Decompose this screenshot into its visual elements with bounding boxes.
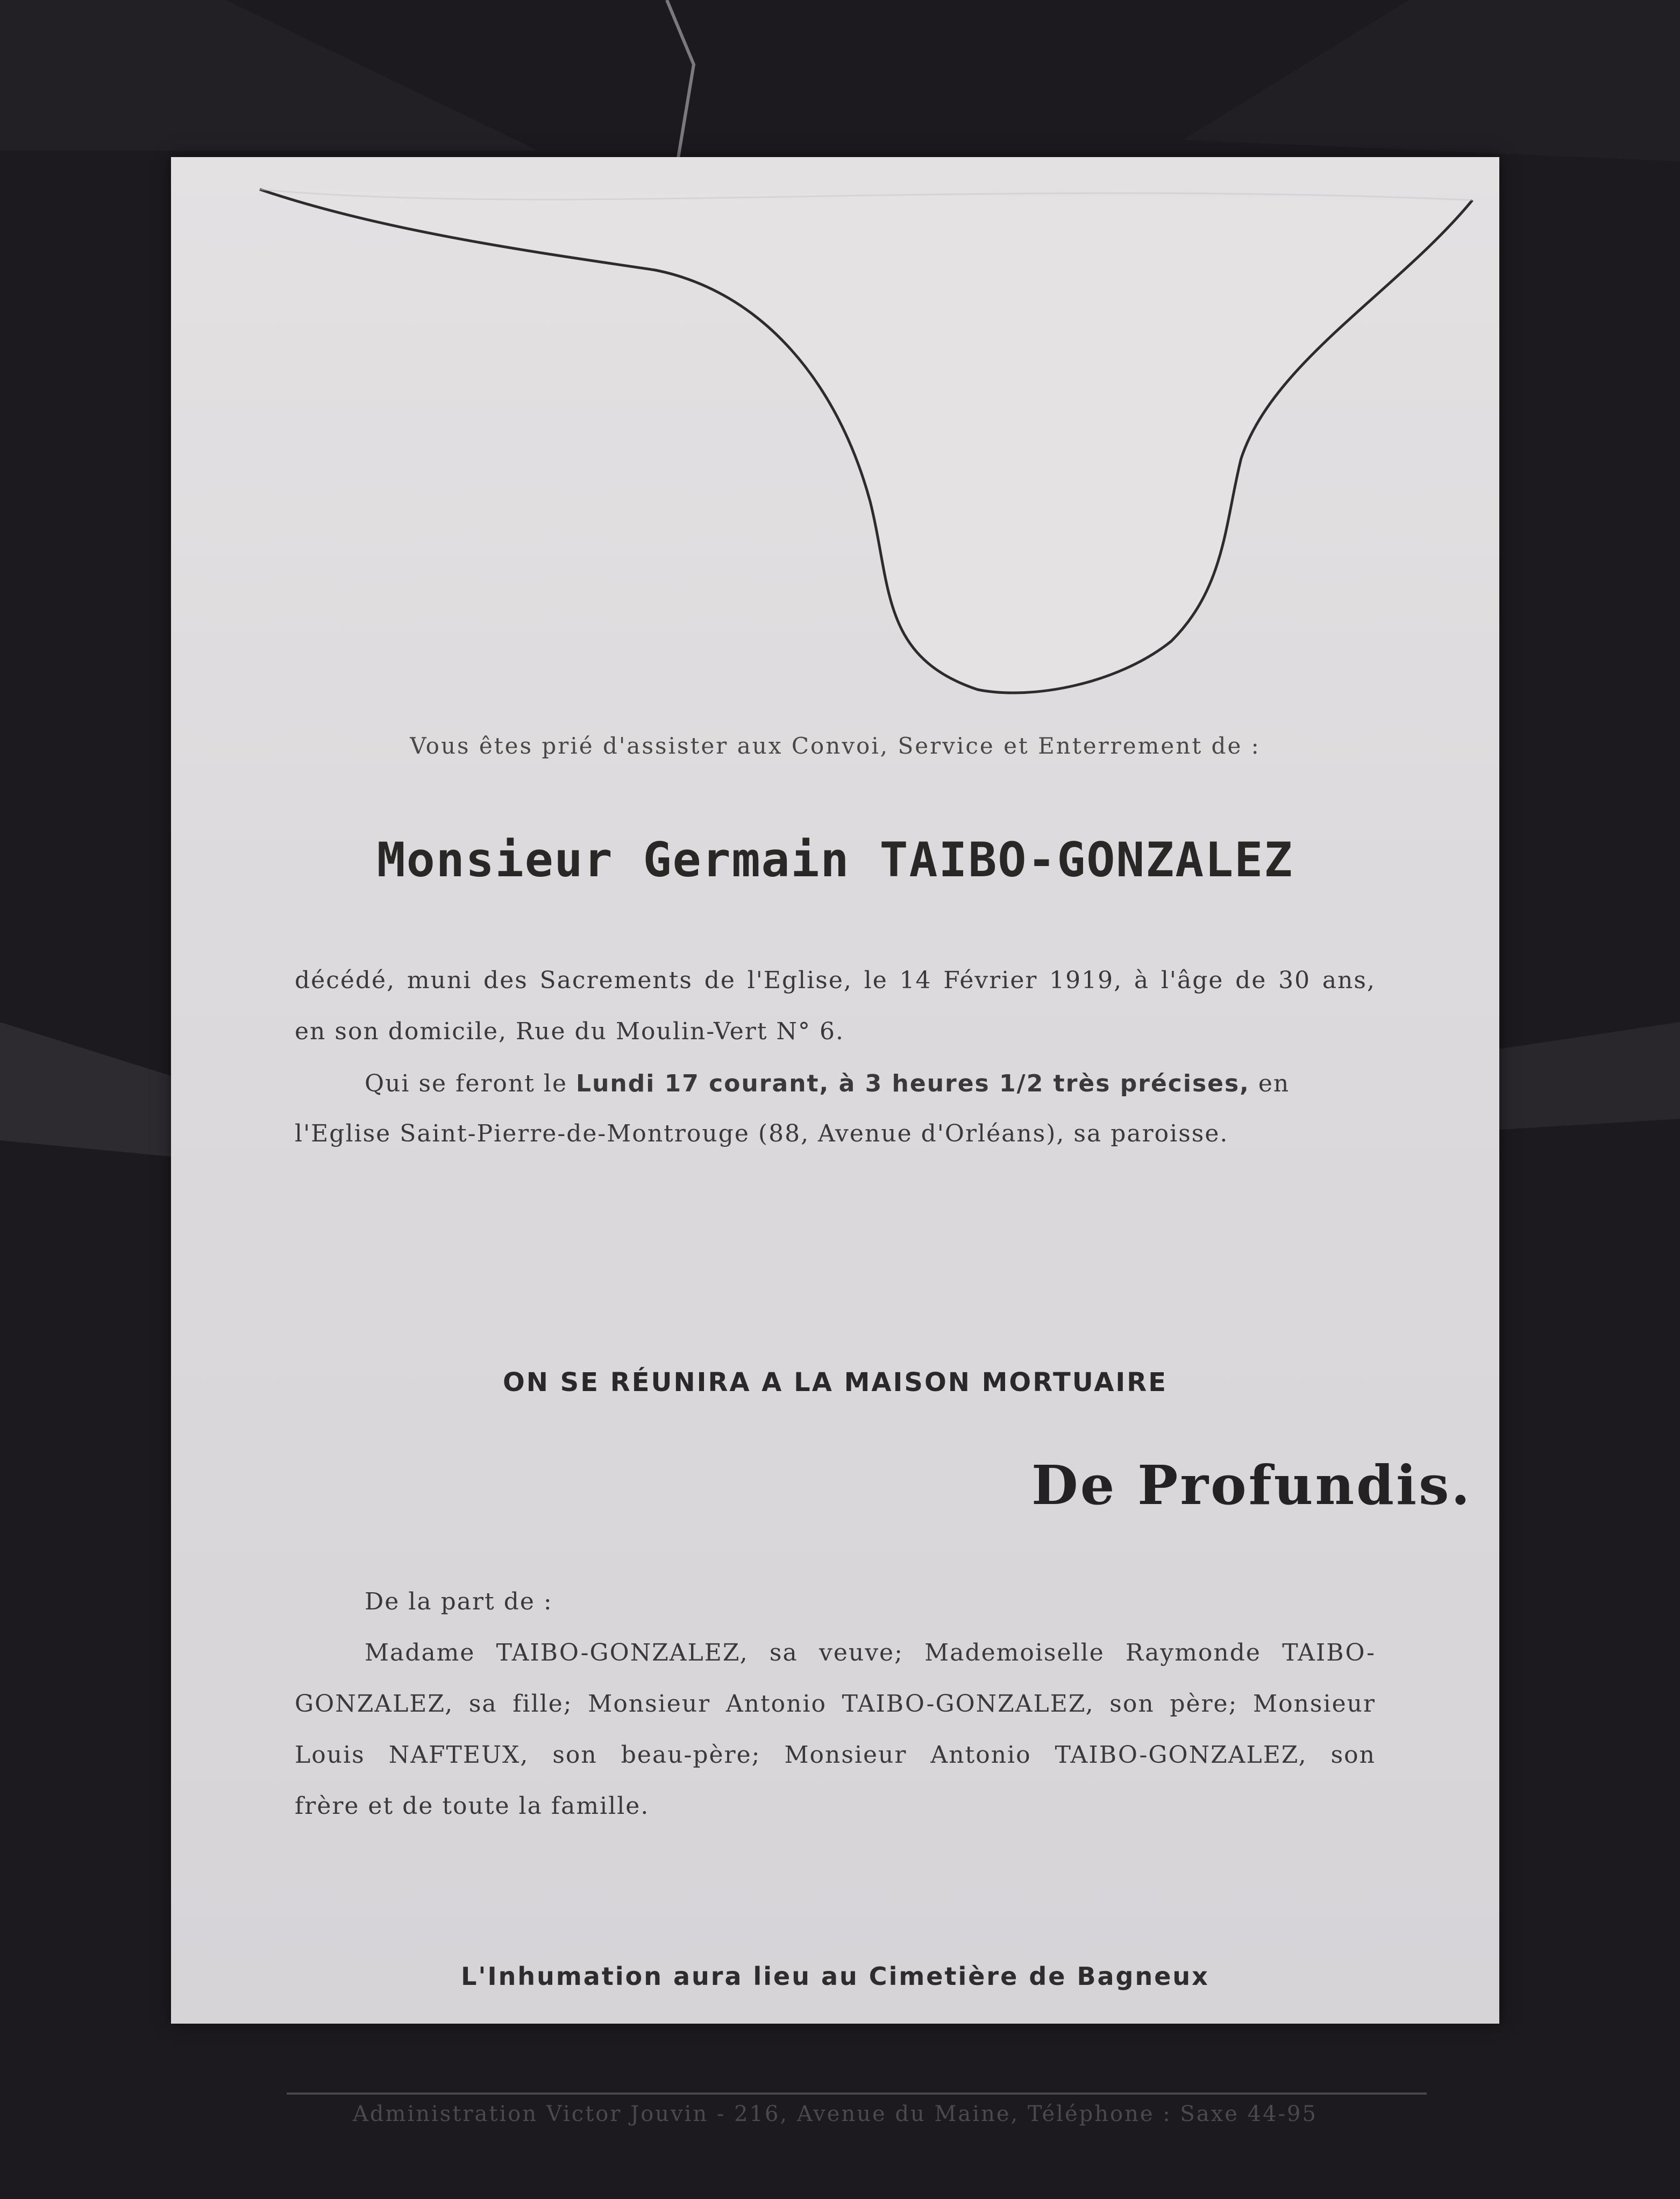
service-suffix: en	[1249, 1070, 1290, 1097]
from-label: De la part de :	[365, 1588, 553, 1615]
deceased-name: Monsieur Germain TAIBO-GONZALEZ	[376, 832, 1294, 888]
family-line-1: Madame TAIBO-GONZALEZ, sa veuve; Mademoiselle Raymonde TAIBO-	[365, 1639, 1376, 1666]
intro-line: Vous êtes prié d'assister aux Convoi, Service et Enterrement de :	[410, 733, 1261, 759]
family-line-3: Louis NAFTEUX, son beau-père; Monsieur Antonio TAIBO-GONZALEZ, son	[295, 1741, 1376, 1769]
gathering-line: ON SE RÉUNIRA A LA MAISON MORTUAIRE	[502, 1367, 1168, 1398]
service-time: Lundi 17 courant, à 3 heures 1/2 très précises,	[576, 1070, 1250, 1097]
family-line-4: frère et de toute la famille.	[295, 1792, 650, 1820]
footer-line: Administration Victor Jouvin - 216, Avenue du Maine, Téléphone : Saxe 44-95	[353, 2102, 1318, 2126]
death-line-2: en son domicile, Rue du Moulin-Vert N° 6.	[295, 1018, 844, 1045]
de-profundis: De Profundis.	[1031, 1453, 1472, 1517]
service-line	[365, 1070, 1376, 1097]
funeral-notice-paper	[171, 157, 1499, 2126]
envelope-flap	[171, 157, 1499, 695]
service-prefix: Qui se feront le	[365, 1070, 576, 1097]
family-line-2: GONZALEZ, sa fille; Monsieur Antonio TAIBO-GONZALEZ, son père; Monsieur	[295, 1690, 1376, 1718]
church-line: l'Eglise Saint-Pierre-de-Montrouge (88, Avenue d'Orléans), sa paroisse.	[295, 1120, 1229, 1147]
burial-line: L'Inhumation aura lieu au Cimetière de Bagneux	[461, 1962, 1209, 1991]
footer-rule	[287, 2092, 1427, 2095]
death-line-1: décédé, muni des Sacrements de l'Eglise, le 14 Février 1919, à l'âge de 30 ans,	[295, 967, 1376, 994]
